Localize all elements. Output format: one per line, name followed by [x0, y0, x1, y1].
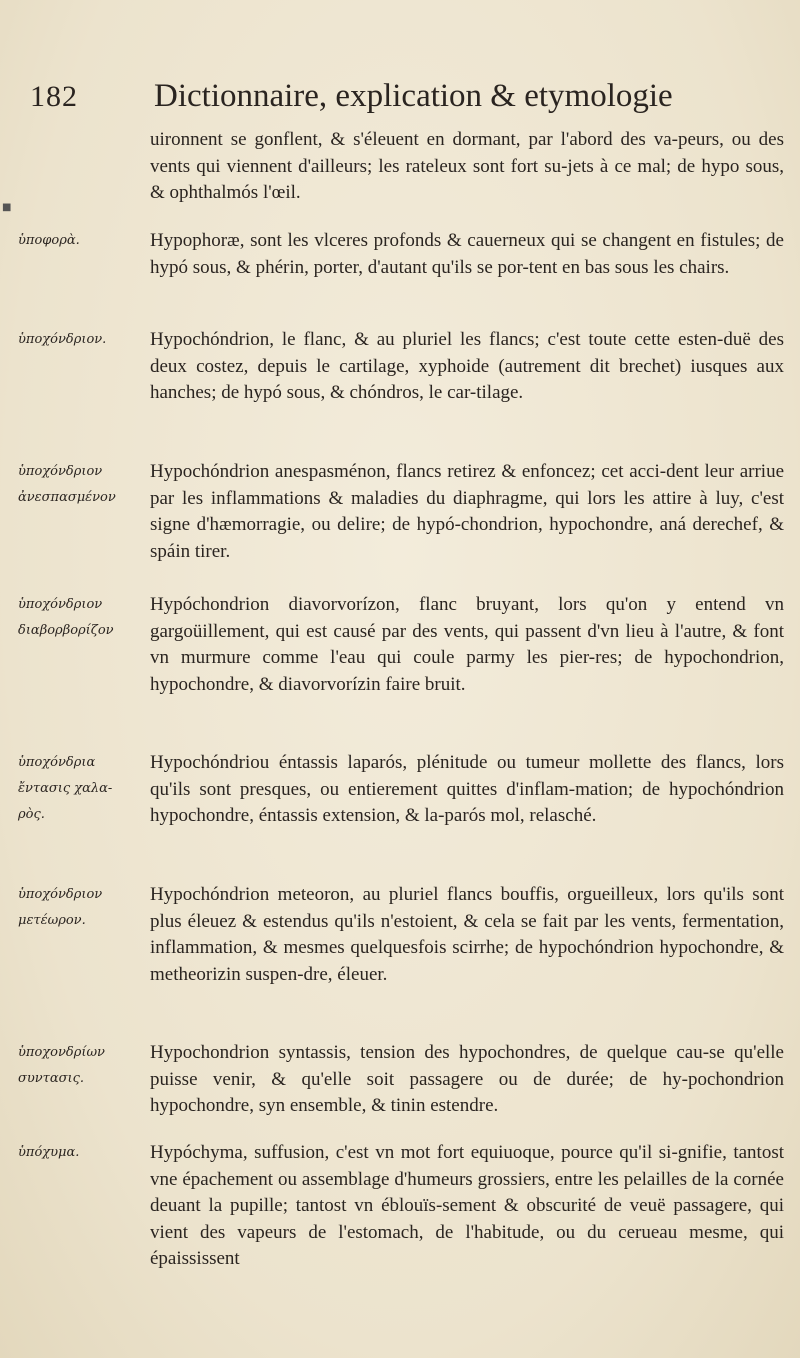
greek-headword: ὑποφορὰ. — [18, 233, 80, 248]
page-number: 182 — [30, 80, 78, 113]
entry-text: Hypochóndrion anespasménon, flancs retirez & enfoncez; cet acci-dent leur arriue par les inflammations & maladies du diaphragme, qui lors les attire à luy, c'est signe d'hæmorragie, ou delire; de hypó-chondrion, hypochondre, aná derechef, & spáin tirer. — [150, 461, 784, 562]
entry-text: uironnent se gonflent, & s'éleuent en dormant, par l'abord des va-peurs, ou des vents qui viennent d'ailleurs; les rateleux sont fort su-jets à ce mal; de hypo sous, & ophthalmós l'œil. — [150, 129, 784, 203]
entry-text: Hypochóndriou éntassis laparós, plénitude ou tumeur mollette des flancs, lors qu'ils sont presques, ou entierement quittes d'inflam-mation; de hypochóndrion hypochondre, éntassis extension, & la-parós mol, relasché. — [150, 752, 784, 826]
greek-headword: ὑποχόνδριον ἀνεσπασμένον — [18, 464, 116, 505]
greek-headword: ὑποχόνδριον διαβορβορίζον — [18, 597, 114, 638]
running-header — [18, 78, 798, 122]
greek-headword: ὑπόχυμα. — [18, 1145, 80, 1160]
entry-text: Hypophoræ, sont les vlceres profonds & cauerneux qui se changent en fistules; de hypó sous, & phérin, porter, d'autant qu'ils se por-tent en bas sous les chairs. — [150, 230, 784, 278]
greek-headword: ὑποχονδρίων συντασις. — [18, 1045, 105, 1086]
page-title: Dictionnaire, explication & etymologie — [154, 78, 673, 114]
entry-text: Hypochóndrion meteoron, au pluriel flancs bouffis, orgueilleux, lors qu'ils sont plus éleuez & estendus qu'ils n'estoient, & cela se fait par les vents, fermentation, inflammation, & mesmes quelquesfois scirrhe; de hypochóndrion hypochondre, & metheorizin suspen-dre, éleuer. — [150, 884, 784, 985]
greek-headword: ὑποχόνδρια ἔντασις χαλα- ρὸς. — [18, 755, 113, 822]
margin-mark: ■ — [2, 202, 12, 213]
entry-text: Hypochóndrion, le flanc, & au pluriel les flancs; c'est toute cette esten-duë des deux costez, depuis le cartilage, xyphoide (autrement dit brechet) iusques aux hanches; de hypó sous, & chóndros, le car-tilage. — [150, 329, 784, 403]
entry-text: Hypochondrion syntassis, tension des hypochondres, de quelque cau-se qu'elle puisse venir, & qu'elle soit passagere ou de durée; de hy-pochondrion hypochondre, syn ensemble, & tinin estendre. — [150, 1042, 784, 1116]
entry-text: Hypóchyma, suffusion, c'est vn mot fort equiuoque, pource qu'il si-gnifie, tantost vne épachement ou assemblage d'humeurs grossiers, entre les pelailles de la cornée deuant la pupille; tantost vn éblouïs-sement & obscurité de veuë passagere, qui vient des vapeurs de l'estomach, de l'habitude, ou du cerueau mesme, qui épaississent — [150, 1142, 784, 1269]
greek-headword: ὑποχόνδριον. — [18, 332, 107, 347]
entry-text: Hypóchondrion diavorvorízon, flanc bruyant, lors qu'on y entend vn gargoüillement, qui est causé par des vents, qui passent d'vn lieu à l'autre, & font vn murmure comme l'eau qui coule parmy les pier-res; de hypochondrion, hypochondre, & diavorvorízin faire bruit. — [150, 594, 784, 695]
greek-headword: ὑποχόνδριον μετέωρον. — [18, 887, 103, 928]
